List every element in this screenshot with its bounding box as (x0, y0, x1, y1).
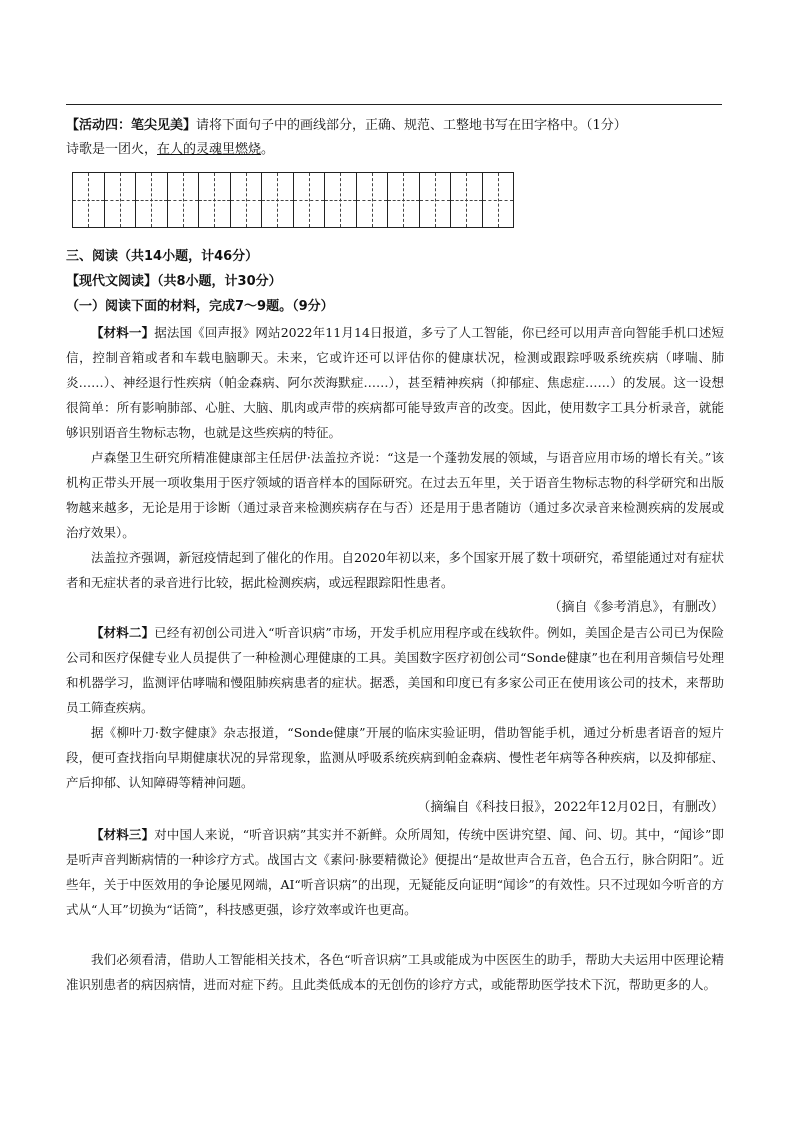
material1-paragraph-1 (66, 320, 724, 445)
grid-cell[interactable] (262, 173, 294, 227)
grid-cell[interactable] (483, 173, 514, 227)
modern-reading-heading: 【现代文阅读】（共8小题，计30分） (66, 274, 282, 289)
section3-title: 三、阅读（共14小题，计46分） (66, 249, 259, 264)
activity4-instruction: 请将下面句子中的画线部分，正确、规范、工整地书写在田字格中。（1分） (196, 118, 627, 133)
grid-cell[interactable] (451, 173, 483, 227)
grid-cell[interactable] (73, 173, 105, 227)
grid-cell[interactable] (420, 173, 452, 227)
material2-paragraph-2: 据《柳叶刀·数字健康》杂志报道，“Sonde健康”开展的临床实验证明，借助智能手机，通过分析患者语音的短片段，便可查找指向早期健康状况的异常现象，监测从呼吸系统疾病到帕金森病、慢性老年病等各种疾病，以及抑郁症、产后抑郁、认知障碍等精神问题。 (66, 725, 724, 790)
top-divider (66, 104, 722, 105)
material1-paragraph-2: 卢森堡卫生研究所精准健康部主任居伊·法盖拉齐说：“这是一个蓬勃发展的领域，与语音应用市场的增长有关。”该机构正带头开展一项收集用于医疗领域的语音样本的国际研究。在过去五年里，关于语音生物标志物的科学研究和出版物越来越多，无论是用于诊断（通过录音来检测疾病存在与否）还是用于患者随访（通过多次录音来检测疾病的发展或治疗效果）。 (66, 450, 724, 540)
part1-heading: （一）阅读下面的材料，完成7～9题。（9分） (66, 299, 334, 314)
grid-cell[interactable] (199, 173, 231, 227)
material2-p1-text: 已经有初创公司进入“听音识病”市场，开发手机应用程序或在线软件。例如，美国企是吉公司已为保险公司和医疗保健专业人员提供了一种检测心理健康的工具。美国数字医疗初创公司“Sonde健康”也在利用音频信号处理和机器学习，监测评估哮喘和慢阻肺疾病患者的症状。据悉，美国和印度已有多家公司正在使用该公司的技术，来帮助员工筛查疾病。 (66, 625, 724, 715)
material2-source: （摘编自《科技日报》，2022年12月02日，有删改） (417, 800, 724, 815)
grid-cell[interactable] (168, 173, 200, 227)
grid-cell[interactable] (136, 173, 168, 227)
material3-paragraph-1 (66, 822, 724, 922)
material3-paragraph-2: 我们必须看清，借助人工智能相关技术，各色“听音识病”工具或能成为中医医生的助手，帮助大夫运用中医理论精准识别患者的病因病情，进而对症下药。且此类低成本的无创伤的诊疗方式，或能帮助医学技术下沉，帮助更多的人。 (66, 952, 724, 992)
grid-cell[interactable] (231, 173, 263, 227)
grid-cell[interactable] (388, 173, 420, 227)
sentence-pre: 诗歌是一团火， (66, 142, 158, 157)
activity4-sentence (66, 141, 726, 159)
grid-cell[interactable] (105, 173, 137, 227)
tianzige-grid[interactable] (72, 172, 514, 228)
material2-label: 【材料二】 (91, 625, 155, 640)
material3-label: 【材料三】 (91, 827, 155, 842)
material3-p1-text: 对中国人来说，“听音识病”其实并不新鲜。众所周知，传统中医讲究望、闻、问、切。其中，“闻诊”即是听声音判断病情的一种诊疗方式。战国古文《素问·脉要精微论》便提出“是故世声合五音，色合五行，脉合阴阳”。近些年，关于中医效用的争论屡见网端，AI“听音识病”的出现，无疑能反向证明“闻诊”的有效性。只不过现如今听音的方式从“人耳”切换为“话筒”，科技感更强，诊疗效率或许也更高。 (66, 827, 724, 917)
material1-source: （摘自《参考消息》，有删改） (548, 600, 724, 615)
material1-paragraph-3: 法盖拉齐强调，新冠疫情起到了催化的作用。自2020年初以来，多个国家开展了数十项研究，希望能通过对有症状者和无症状者的录音进行比较，据此检测疾病，或远程跟踪阳性患者。 (66, 550, 724, 590)
material1-p1-text: 据法国《回声报》网站2022年11月14日报道，多亏了人工智能，你已经可以用声音向智能手机口述短信，控制音箱或者和车载电脑聊天。未来，它或许还可以评估你的健康状况，检测或跟踪呼吸系统疾病（哮喘、肺炎……）、神经退行性疾病（帕金森病、阿尔茨海默症……），甚至精神疾病（抑郁症、焦虑症……）的发展。这一设想很简单：所有影响肺部、心脏、大脑、肌肉或声带的疾病都可能导致声音的改变。因此，使用数字工具分析录音，就能够识别语音生物标志物，也就是这些疾病的特征。 (66, 325, 724, 440)
grid-cell[interactable] (294, 173, 326, 227)
activity4-label: 【活动四：笔尖见美】 (66, 118, 197, 133)
sentence-post: 。 (261, 142, 275, 157)
activity4-instruction-line (66, 117, 726, 135)
grid-cell[interactable] (357, 173, 389, 227)
material1-label: 【材料一】 (91, 325, 155, 340)
sentence-underlined: 在人的灵魂里燃烧 (157, 142, 262, 157)
grid-cell[interactable] (325, 173, 357, 227)
material2-paragraph-1 (66, 620, 724, 720)
